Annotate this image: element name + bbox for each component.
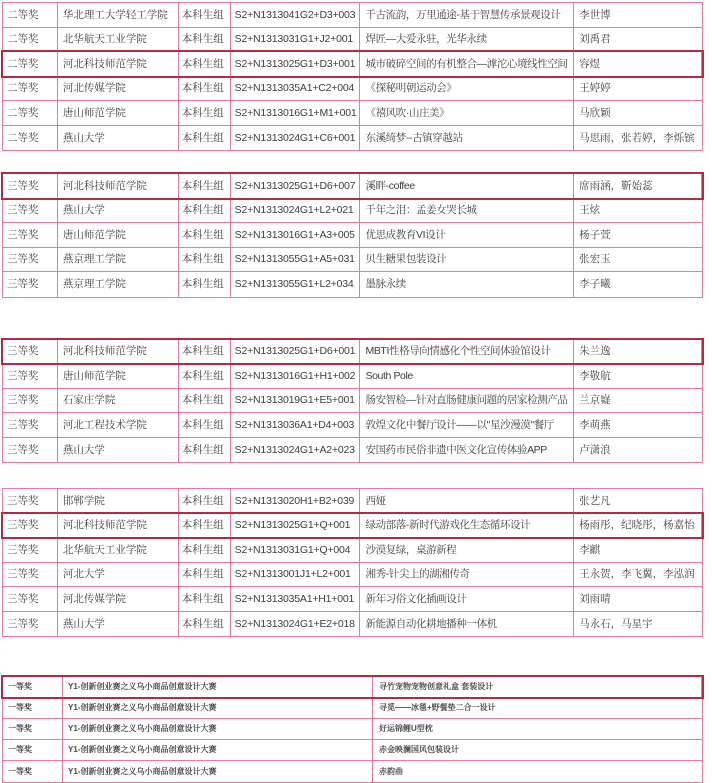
table-cell-code: S2+N1313025G1+D6+007 xyxy=(231,174,361,198)
table-cell-title: 墨脉永续 xyxy=(360,272,574,297)
table-cell-group: 本科生组 xyxy=(179,587,231,611)
table-cell-code: S2+N1313025G1+D6+001 xyxy=(231,340,361,364)
table-cell-school: 燕山大学 xyxy=(58,612,179,637)
table-cell-school: 河北传媒学院 xyxy=(58,77,179,101)
table-cell-title: 优思成教育VI设计 xyxy=(360,223,574,247)
table-cell-school: 河北科技师范学院 xyxy=(58,514,179,538)
table-cell-school: 河北科技师范学院 xyxy=(58,52,179,76)
table-cell-group: 本科生组 xyxy=(179,340,231,364)
table-cell-code: S2+N1313036A1+D4+003 xyxy=(231,413,361,437)
table-cell-authors: 王婷婷 xyxy=(579,82,611,94)
table-cell-school: 燕京理工学院 xyxy=(58,248,179,272)
table-cell-group: 本科生组 xyxy=(179,126,231,151)
table-cell-title: South Pole xyxy=(360,364,574,388)
table-cell-title: 敦煌文化中餐厅设计——以"星沙漫漠"餐厅 xyxy=(360,413,574,437)
table-cell-competition: Y1-创新创业赛之义乌小商品创意设计大赛 xyxy=(63,719,373,739)
table-cell-authors: 李子曦 xyxy=(579,278,611,290)
table-cell-title: 安国药市民俗非遗中医文化宣传体验APP xyxy=(360,438,574,463)
table-cell-group: 本科生组 xyxy=(179,174,231,198)
table-cell-group: 本科生组 xyxy=(179,514,231,538)
table-cell-group: 本科生组 xyxy=(179,101,231,125)
table-cell-group: 本科生组 xyxy=(179,563,231,587)
table-cell-code: S2+N1313025G1+D3+001 xyxy=(231,52,361,76)
table-cell-work: 好运锦鲤U型枕 xyxy=(379,724,433,733)
table-row xyxy=(3,698,702,719)
table-row xyxy=(3,740,702,761)
table-cell-award: 三等奖 xyxy=(3,563,58,587)
award-table-second-prize xyxy=(2,2,703,151)
table-cell-school: 北华航天工业学院 xyxy=(58,28,179,52)
table-cell-group: 本科生组 xyxy=(179,413,231,437)
table-cell-award: 三等奖 xyxy=(3,389,58,413)
table-cell-title: 绿动部落-新时代游戏化生态循环设计 xyxy=(360,514,574,538)
table-cell-authors: 容煜 xyxy=(574,52,702,76)
table-cell-authors: 马欣颖 xyxy=(579,106,611,119)
table-cell-authors: 马永石，马星宇 xyxy=(579,617,653,630)
table-cell-code: S2+N1313024G1+C6+001 xyxy=(231,126,361,151)
table-cell-code: S2+N1313025G1+Q+001 xyxy=(231,514,361,538)
table-cell-title: 沙漠复绿，桌游新程 xyxy=(360,538,574,562)
table-row xyxy=(3,389,702,414)
table-cell-authors: 刘雨晴 xyxy=(579,592,611,605)
table-cell-award: 三等奖 xyxy=(3,587,58,611)
table-cell-award: 三等奖 xyxy=(3,514,58,538)
table-row xyxy=(3,438,702,463)
table-cell-award: 三等奖 xyxy=(3,223,58,247)
table-cell-title: 焊匠—大爱永驻，光华永续 xyxy=(360,28,574,52)
table-cell-authors: 刘禹君 xyxy=(579,33,611,45)
table-cell-award: 一等奖 xyxy=(3,761,63,782)
table-cell-school: 唐山师范学院 xyxy=(58,223,179,247)
table-cell-code: S2+N1313055G1+A5+031 xyxy=(231,248,361,272)
table-cell-authors: 兰京嶷 xyxy=(579,394,611,406)
table-cell-school: 河北大学 xyxy=(58,563,179,587)
table-cell-title: 东溪绮梦--古镇穿越站 xyxy=(360,126,574,151)
table-cell-award: 三等奖 xyxy=(3,340,58,364)
table-cell-code: S2+N1313016G1+A3+005 xyxy=(231,223,361,247)
table-row xyxy=(3,126,702,151)
table-cell-group: 本科生组 xyxy=(179,489,231,513)
table-cell-group: 本科生组 xyxy=(179,364,231,388)
table-row xyxy=(3,77,702,102)
table-row xyxy=(3,612,702,637)
table-cell-school: 邯郸学院 xyxy=(58,489,179,513)
table-cell-school: 河北传媒学院 xyxy=(58,587,179,611)
table-cell-award: 三等奖 xyxy=(3,199,58,223)
table-cell-group: 本科生组 xyxy=(179,438,231,463)
table-cell-group: 本科生组 xyxy=(179,389,231,413)
table-row xyxy=(3,340,702,365)
table-row xyxy=(3,223,702,248)
table-cell-award: 二等奖 xyxy=(3,28,58,52)
table-row xyxy=(3,364,702,389)
table-cell-group: 本科生组 xyxy=(179,612,231,637)
table-cell-title: 溪畔-coffee xyxy=(360,174,574,198)
table-cell-group: 本科生组 xyxy=(179,52,231,76)
table-cell-competition: Y1-创新创业赛之义乌小商品创意设计大赛 xyxy=(63,761,373,782)
table-cell-school: 燕京理工学院 xyxy=(58,272,179,297)
table-cell-school: 燕山大学 xyxy=(58,199,179,223)
table-cell-award: 二等奖 xyxy=(3,101,58,125)
table-cell-group: 本科生组 xyxy=(179,77,231,101)
table-cell-title: 湘秀-针尖上的湖湘传奇 xyxy=(360,563,574,587)
table-cell-code: S2+N1313055G1+L2+034 xyxy=(231,272,361,297)
award-table-first-prize xyxy=(2,676,703,783)
table-cell-award: 二等奖 xyxy=(3,126,58,151)
table-row xyxy=(3,489,702,514)
table-cell-authors: 李世博 xyxy=(579,8,611,21)
table-cell-authors: 张艺凡 xyxy=(579,494,611,507)
table-cell-award: 一等奖 xyxy=(3,719,63,739)
table-cell-title: 新能源自动化耕地播种一体机 xyxy=(360,612,574,637)
table-cell-code: S2+N1313024G1+L2+021 xyxy=(231,199,361,223)
table-cell-work: 寻竹宠物宠物创意礼盒 套装设计 xyxy=(373,677,702,697)
table-row xyxy=(3,3,702,28)
table-cell-award: 二等奖 xyxy=(3,52,58,76)
table-cell-award: 三等奖 xyxy=(3,438,58,463)
table-cell-authors: 张宏玉 xyxy=(579,253,611,265)
table-cell-school: 华北理工大学轻工学院 xyxy=(58,3,179,27)
table-row xyxy=(3,587,702,612)
table-cell-award: 一等奖 xyxy=(3,740,63,760)
table-cell-code: S2+N1313035A1+H1+001 xyxy=(231,587,361,611)
table-cell-authors: 王永贺，李飞翼，李泓润 xyxy=(579,568,695,580)
table-row xyxy=(3,52,702,77)
table-cell-competition: Y1-创新创业赛之义乌小商品创意设计大赛 xyxy=(63,740,373,760)
table-row xyxy=(3,28,702,53)
table-cell-authors: 杨子萱 xyxy=(579,228,611,241)
table-cell-title: 城市破碎空间的有机整合—滹沱心境线性空间 xyxy=(360,52,574,76)
award-table-third-prize-2 xyxy=(2,339,703,464)
table-cell-authors: 马思雨，张若婷，李烁镔 xyxy=(579,131,695,144)
table-row xyxy=(3,677,702,698)
table-cell-code: S2+N1313016G1+H1+002 xyxy=(231,364,361,388)
table-cell-school: 燕山大学 xyxy=(58,126,179,151)
table-cell-title: 千古流韵，万里通途-基于智慧传承景观设计 xyxy=(360,3,574,27)
table-cell-code: S2+N1313019G1+E5+001 xyxy=(231,389,361,413)
award-table-third-prize-1 xyxy=(2,173,703,298)
table-row xyxy=(3,563,702,588)
table-cell-competition: Y1-创新创业赛之义乌小商品创意设计大赛 xyxy=(63,698,373,718)
table-cell-code: S2+N1313031G1+J2+001 xyxy=(231,28,361,52)
table-cell-title: 《探秘明朝运动会》 xyxy=(360,77,574,101)
table-cell-award: 三等奖 xyxy=(3,364,58,388)
table-cell-award: 三等奖 xyxy=(3,489,58,513)
table-row xyxy=(3,248,702,273)
table-cell-award: 三等奖 xyxy=(3,248,58,272)
table-cell-group: 本科生组 xyxy=(179,272,231,297)
table-cell-award: 一等奖 xyxy=(3,698,63,718)
table-cell-award: 二等奖 xyxy=(3,77,58,101)
table-cell-school: 河北科技师范学院 xyxy=(58,174,179,198)
table-cell-school: 河北工程技术学院 xyxy=(58,413,179,437)
award-table-third-prize-3 xyxy=(2,488,703,637)
table-row xyxy=(3,538,702,563)
table-cell-authors: 李敬航 xyxy=(579,369,611,382)
table-cell-title: 新年习俗文化插画设计 xyxy=(360,587,574,611)
table-cell-code: S2+N1313031G1+Q+004 xyxy=(231,538,361,562)
table-cell-school: 石家庄学院 xyxy=(58,389,179,413)
table-cell-award: 三等奖 xyxy=(3,272,58,297)
table-cell-school: 河北科技师范学院 xyxy=(58,340,179,364)
table-cell-group: 本科生组 xyxy=(179,3,231,27)
table-cell-authors: 朱兰逸 xyxy=(574,340,702,364)
table-cell-authors: 卢潇浪 xyxy=(579,443,611,456)
table-cell-school: 燕山大学 xyxy=(58,438,179,463)
table-cell-award: 一等奖 xyxy=(3,677,63,697)
table-cell-title: 《禧风吹·山庄美》 xyxy=(360,101,574,125)
table-cell-competition: Y1-创新创业赛之义乌小商品创意设计大赛 xyxy=(63,677,373,697)
table-cell-title: 西娅 xyxy=(360,489,574,513)
table-cell-award: 二等奖 xyxy=(3,3,58,27)
table-cell-award: 三等奖 xyxy=(3,612,58,637)
table-cell-award: 三等奖 xyxy=(3,413,58,437)
table-cell-code: S2+N1313001J1+L2+001 xyxy=(231,563,361,587)
table-cell-authors: 席雨涵，靳始蕊 xyxy=(574,174,702,198)
table-cell-award: 三等奖 xyxy=(3,538,58,562)
table-cell-authors: 李麒 xyxy=(579,543,601,556)
table-cell-authors: 杨雨彤，纪晓彤，杨嘉怡 xyxy=(574,514,702,538)
table-cell-group: 本科生组 xyxy=(179,223,231,247)
table-cell-title: 贝生糖果包装设计 xyxy=(360,248,574,272)
table-cell-work: 寻觅——冰毯+野餐垫二合一设计 xyxy=(379,703,496,712)
table-cell-work: 赤金映澜国风包装设计 xyxy=(379,745,459,754)
table-cell-title: 肠安智检—针对直肠健康问题的居家检测产品 xyxy=(360,389,574,413)
table-row xyxy=(3,174,702,199)
table-row xyxy=(3,101,702,126)
table-cell-title: 千年之泪：孟姜女哭长城 xyxy=(360,199,574,223)
table-cell-code: S2+N1313024G1+A2+023 xyxy=(231,438,361,463)
table-cell-group: 本科生组 xyxy=(179,538,231,562)
awards-document-page xyxy=(0,2,712,776)
table-cell-authors: 李萌燕 xyxy=(579,418,611,431)
table-row xyxy=(3,719,702,740)
table-row xyxy=(3,199,702,224)
table-cell-group: 本科生组 xyxy=(179,248,231,272)
table-cell-code: S2+N1313041G2+D3+003 xyxy=(231,3,361,27)
table-cell-work: 赤韵曲 xyxy=(379,766,403,776)
table-cell-group: 本科生组 xyxy=(179,199,231,223)
table-row xyxy=(3,272,702,297)
table-cell-award: 三等奖 xyxy=(3,174,58,198)
table-row xyxy=(3,761,702,782)
table-row xyxy=(3,413,702,438)
table-cell-code: S2+N1313024G1+E2+018 xyxy=(231,612,361,637)
table-row xyxy=(3,514,702,539)
table-cell-authors: 王炫 xyxy=(579,204,601,216)
table-cell-school: 唐山师范学院 xyxy=(58,364,179,388)
table-cell-code: S2+N1313035A1+C2+004 xyxy=(231,77,361,101)
table-cell-group: 本科生组 xyxy=(179,28,231,52)
table-cell-title: MBTI性格导向情感化个性空间体验馆设计 xyxy=(360,340,574,364)
table-cell-code: S2+N1313020H1+B2+039 xyxy=(231,489,361,513)
table-cell-school: 北华航天工业学院 xyxy=(58,538,179,562)
table-cell-code: S2+N1313016G1+M1+001 xyxy=(231,101,361,125)
table-cell-school: 唐山师范学院 xyxy=(58,101,179,125)
